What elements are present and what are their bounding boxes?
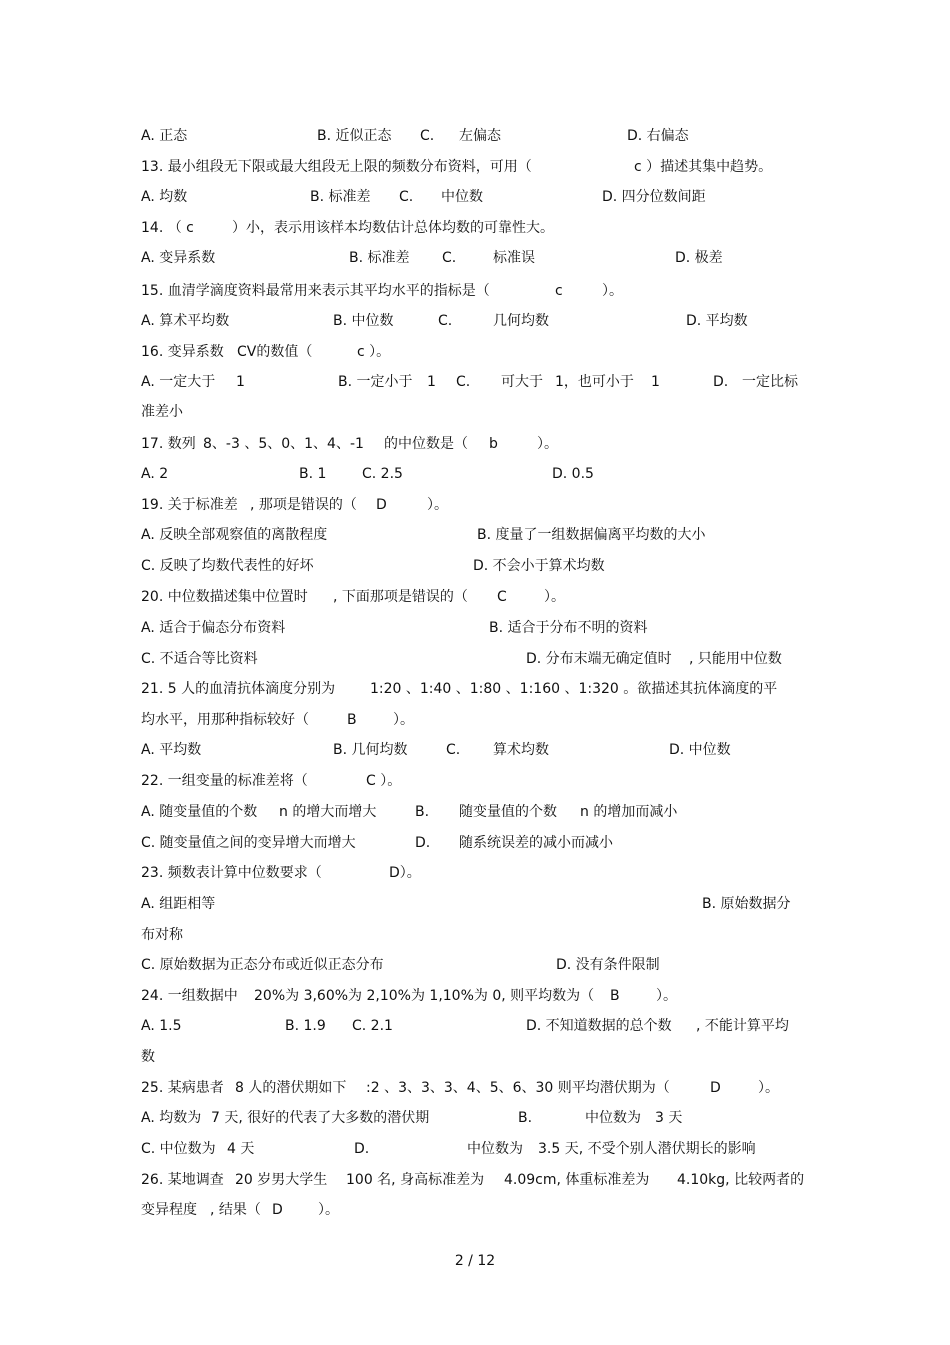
- text-segment: A. 均数为: [141, 1110, 202, 1126]
- text-segment: 1: [427, 374, 436, 390]
- text-line: [0, 186, 950, 208]
- text-segment: ）小，表示用该样本均数估计总体均数的可靠性大。: [232, 220, 554, 236]
- text-segment: 8 人的潜伏期如下: [235, 1080, 347, 1096]
- text-segment: C. 原始数据为正态分布或近似正态分布: [141, 957, 384, 973]
- text-segment: , 下面那项是错误的（: [333, 589, 468, 605]
- text-segment: 的中位数是（: [384, 436, 468, 452]
- text-segment: A. 变异系数: [141, 250, 216, 266]
- text-segment: D. 极差: [675, 250, 723, 266]
- text-segment: 1:20 、1:40 、1:80 、1:160 、1:320 。欲描述其抗体滴度的平: [370, 681, 778, 697]
- text-line: [0, 985, 950, 1007]
- text-segment: ）。: [318, 1202, 339, 1218]
- text-segment: c ）。: [357, 344, 391, 360]
- text-segment: c ）描述其集中趋势。: [634, 159, 773, 175]
- text-segment: C. 随变量值之间的变异增大而增大: [141, 835, 356, 851]
- text-segment: 14. （ c: [141, 220, 194, 236]
- text-segment: C.: [438, 313, 453, 329]
- text-line: [0, 217, 950, 239]
- text-line: [0, 463, 950, 485]
- text-segment: C.: [420, 128, 435, 144]
- text-segment: D.: [354, 1141, 370, 1157]
- text-segment: B. 几何均数: [333, 742, 408, 758]
- text-line: [0, 371, 950, 393]
- text-segment: 中位数为: [585, 1110, 641, 1126]
- text-line: [0, 247, 950, 269]
- text-line: [0, 494, 950, 516]
- text-line: [0, 1138, 950, 1160]
- text-segment: 22. 一组变量的标准差将（: [141, 773, 308, 789]
- text-segment: A. 反映全部观察值的离散程度: [141, 527, 328, 543]
- text-segment: A. 1.5: [141, 1018, 182, 1034]
- text-line: [0, 310, 950, 332]
- text-line: [0, 678, 950, 700]
- text-segment: 布对称: [141, 927, 183, 943]
- text-segment: 17. 数列: [141, 436, 196, 452]
- text-segment: A. 适合于偏态分布资料: [141, 620, 286, 636]
- text-segment: 1: [236, 374, 245, 390]
- text-segment: D.: [415, 835, 431, 851]
- text-segment: 标准误: [493, 250, 535, 266]
- text-segment: B.: [518, 1110, 533, 1126]
- text-segment: B. 标准差: [310, 189, 371, 205]
- text-line: [0, 524, 950, 546]
- text-segment: B. 原始数据分: [702, 896, 791, 912]
- text-segment: 21. 5 人的血清抗体滴度分别为: [141, 681, 336, 697]
- text-line: [0, 770, 950, 792]
- text-segment: 15. 血清学滴度资料最常用来表示其平均水平的指标是（: [141, 283, 490, 299]
- text-line: [0, 862, 950, 884]
- text-segment: B. 1: [299, 466, 327, 482]
- text-segment: 23. 频数表计算中位数要求（: [141, 865, 322, 881]
- text-segment: A. 一定大于: [141, 374, 216, 390]
- text-segment: ）。: [537, 436, 558, 452]
- text-segment: C ）。: [366, 773, 402, 789]
- text-segment: :2 、3、3、3、4、5、6、30 则平均潜伏期为（: [366, 1080, 670, 1096]
- text-segment: , 只能用中位数: [689, 651, 782, 667]
- text-segment: C.: [399, 189, 414, 205]
- text-line: [0, 1107, 950, 1129]
- text-segment: D: [710, 1080, 721, 1096]
- text-segment: B. 近似正态: [317, 128, 392, 144]
- text-line: [0, 1015, 950, 1037]
- text-segment: 可大于: [501, 374, 543, 390]
- text-line: [0, 156, 950, 178]
- text-segment: 4 天: [227, 1141, 255, 1157]
- text-line: [0, 954, 950, 976]
- text-segment: ）。: [602, 283, 623, 299]
- text-segment: 24. 一组数据中: [141, 988, 238, 1004]
- text-segment: A. 算术平均数: [141, 313, 230, 329]
- text-line: [0, 1077, 950, 1099]
- text-segment: 1，也可小于: [555, 374, 634, 390]
- text-segment: 4.09cm, 体重标准差为: [504, 1172, 650, 1188]
- text-segment: c: [555, 283, 563, 299]
- text-line: [0, 648, 950, 670]
- text-segment: 几何均数: [493, 313, 549, 329]
- text-segment: 20. 中位数描述集中位置时: [141, 589, 308, 605]
- text-segment: 19. 关于标准差: [141, 497, 238, 513]
- text-segment: 26. 某地调查: [141, 1172, 224, 1188]
- text-line: [0, 433, 950, 455]
- text-line: [0, 832, 950, 854]
- text-segment: D. 没有条件限制: [556, 957, 660, 973]
- text-segment: 7 天, 很好的代表了大多数的潜伏期: [211, 1110, 430, 1126]
- text-line: [0, 586, 950, 608]
- text-segment: D. 右偏态: [627, 128, 689, 144]
- text-segment: B.: [415, 804, 430, 820]
- text-line: [0, 341, 950, 363]
- text-segment: 25. 某病患者: [141, 1080, 224, 1096]
- text-segment: B. 1.9: [285, 1018, 326, 1034]
- text-line: [0, 125, 950, 147]
- text-segment: D.: [713, 374, 729, 390]
- text-line: [0, 1199, 950, 1221]
- text-segment: C. 中位数为: [141, 1141, 216, 1157]
- text-segment: 3 天: [655, 1110, 683, 1126]
- text-segment: ）。: [656, 988, 677, 1004]
- text-segment: C. 2.5: [362, 466, 403, 482]
- text-segment: C: [497, 589, 507, 605]
- text-segment: 随系统误差的减小而减小: [459, 835, 613, 851]
- text-line: [0, 801, 950, 823]
- text-segment: D: [272, 1202, 283, 1218]
- text-segment: D. 中位数: [669, 742, 731, 758]
- text-segment: n 的增加而减小: [580, 804, 678, 820]
- text-segment: A. 均数: [141, 189, 188, 205]
- text-segment: B: [610, 988, 620, 1004]
- text-segment: 13. 最小组段无下限或最大组段无上限的频数分布资料，可用（: [141, 159, 532, 175]
- text-segment: C. 反映了均数代表性的好坏: [141, 558, 314, 574]
- text-segment: D. 平均数: [686, 313, 748, 329]
- text-segment: B. 中位数: [333, 313, 394, 329]
- page-number: 2 / 12: [454, 1253, 496, 1269]
- text-segment: 均水平，用那种指标较好（: [141, 712, 309, 728]
- text-segment: 左偏态: [459, 128, 501, 144]
- text-segment: 准差小: [141, 404, 183, 420]
- text-segment: A. 正态: [141, 128, 188, 144]
- text-segment: ）。: [544, 589, 565, 605]
- text-segment: 8、-3 、5、0、1、4、-1: [203, 436, 364, 452]
- text-line: [0, 401, 950, 423]
- text-segment: 中位数为: [467, 1141, 523, 1157]
- text-segment: 数: [141, 1049, 155, 1065]
- text-segment: 16. 变异系数: [141, 344, 224, 360]
- text-segment: A. 随变量值的个数: [141, 804, 258, 820]
- text-line: [0, 893, 950, 915]
- text-segment: D. 不知道数据的总个数: [526, 1018, 672, 1034]
- text-segment: 1: [651, 374, 660, 390]
- text-line: [0, 924, 950, 946]
- text-segment: B. 适合于分布不明的资料: [489, 620, 648, 636]
- text-segment: 变异程度: [141, 1202, 197, 1218]
- text-segment: ）。: [758, 1080, 779, 1096]
- text-segment: C. 2.1: [352, 1018, 393, 1034]
- text-line: [0, 1046, 950, 1068]
- text-segment: 随变量值的个数: [459, 804, 557, 820]
- text-segment: 一定比标: [742, 374, 798, 390]
- text-segment: , 结果（: [210, 1202, 261, 1218]
- text-segment: A. 2: [141, 466, 169, 482]
- text-segment: 20%为 3,60%为 2,10%为 1,10%为 0, 则平均数为（: [254, 988, 595, 1004]
- text-segment: D. 四分位数间距: [602, 189, 706, 205]
- text-line: [0, 739, 950, 761]
- text-segment: , 不能计算平均: [696, 1018, 789, 1034]
- text-segment: 20 岁男大学生: [235, 1172, 328, 1188]
- text-segment: 4.10kg, 比较两者的: [677, 1172, 805, 1188]
- text-segment: 算术均数: [493, 742, 549, 758]
- text-segment: 3.5 天, 不受个别人潜伏期长的影响: [538, 1141, 756, 1157]
- text-segment: B. 一定小于: [338, 374, 413, 390]
- text-segment: C.: [442, 250, 457, 266]
- text-line: [0, 280, 950, 302]
- text-line: [0, 709, 950, 731]
- text-segment: C. 不适合等比资料: [141, 651, 258, 667]
- text-segment: 100 名, 身高标准差为: [346, 1172, 485, 1188]
- text-segment: ）。: [393, 712, 414, 728]
- text-segment: A. 组距相等: [141, 896, 216, 912]
- text-line: [0, 555, 950, 577]
- text-segment: B. 标准差: [349, 250, 410, 266]
- text-segment: D. 分布末端无确定值时: [526, 651, 672, 667]
- text-segment: ）。: [427, 497, 448, 513]
- text-segment: 中位数: [441, 189, 483, 205]
- text-segment: C.: [446, 742, 461, 758]
- text-segment: C.: [456, 374, 471, 390]
- text-line: [0, 1169, 950, 1191]
- text-segment: D. 不会小于算术均数: [473, 558, 605, 574]
- text-segment: b: [489, 436, 498, 452]
- text-segment: n 的增大而增大: [279, 804, 377, 820]
- text-segment: A. 平均数: [141, 742, 202, 758]
- text-segment: D: [376, 497, 387, 513]
- text-segment: , 那项是错误的（: [250, 497, 357, 513]
- text-segment: D. 0.5: [552, 466, 594, 482]
- text-segment: D）。: [389, 865, 421, 881]
- text-line: [0, 617, 950, 639]
- text-segment: B: [347, 712, 357, 728]
- text-segment: CV的数值（: [237, 344, 313, 360]
- text-segment: B. 度量了一组数据偏离平均数的大小: [477, 527, 706, 543]
